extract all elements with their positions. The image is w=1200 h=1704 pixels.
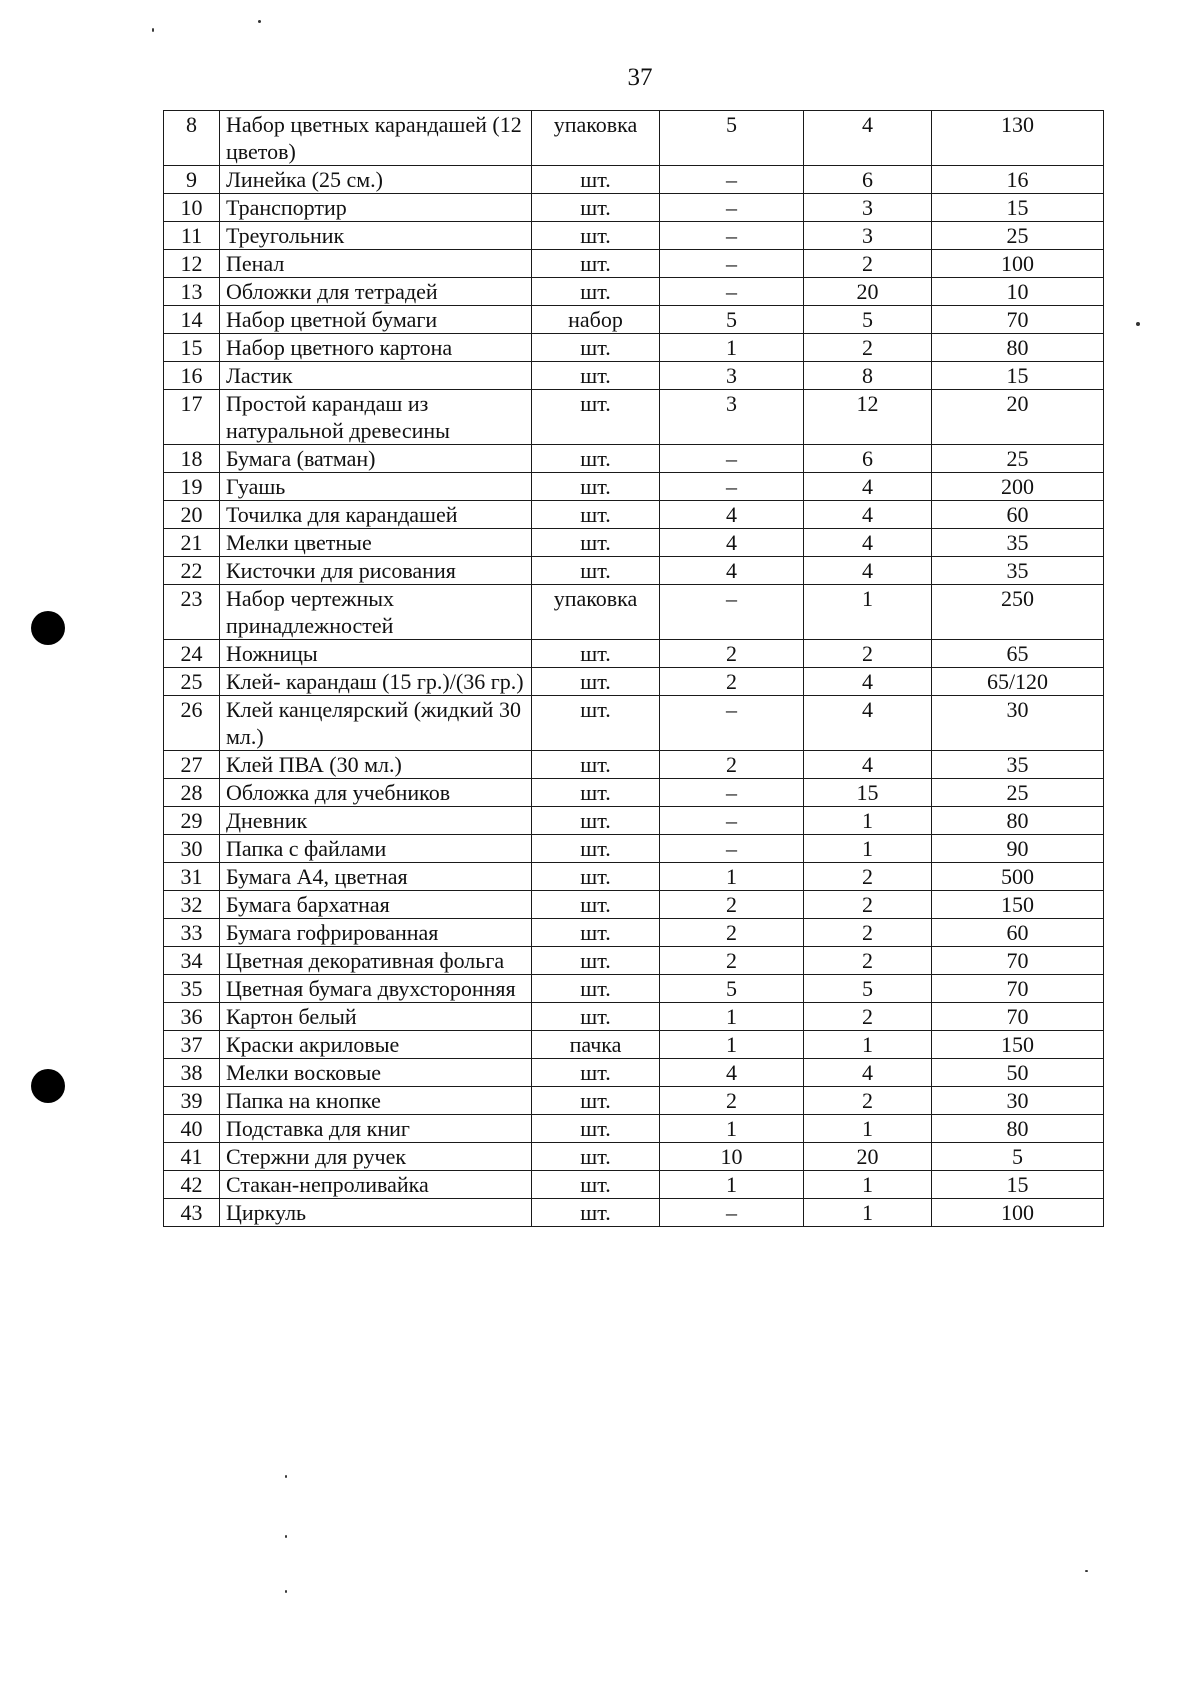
row-number-cell: 9 [164,166,220,194]
unit-cell: шт. [532,863,660,891]
row-number-cell: 12 [164,250,220,278]
table-row [164,111,1104,166]
price-cell: 15 [932,194,1104,222]
quantity-b-cell: 3 [804,194,932,222]
item-name-cell: Ножницы [220,640,532,668]
row-number-cell: 27 [164,751,220,779]
item-name-cell: Набор цветной бумаги [220,306,532,334]
price-cell: 5 [932,1143,1104,1171]
unit-cell: шт. [532,445,660,473]
price-cell: 80 [932,807,1104,835]
unit-cell: шт. [532,696,660,751]
quantity-b-cell: 8 [804,362,932,390]
quantity-a-cell: – [660,166,804,194]
quantity-b-cell: 1 [804,1031,932,1059]
row-number-cell: 32 [164,891,220,919]
quantity-b-cell: 2 [804,863,932,891]
price-cell: 25 [932,222,1104,250]
row-number-cell: 19 [164,473,220,501]
quantity-b-cell: 1 [804,835,932,863]
unit-cell: шт. [532,334,660,362]
unit-cell: шт. [532,529,660,557]
unit-cell: упаковка [532,111,660,166]
item-name-cell: Точилка для карандашей [220,501,532,529]
unit-cell: шт. [532,975,660,1003]
unit-cell: шт. [532,1115,660,1143]
price-cell: 10 [932,278,1104,306]
item-name-cell: Картон белый [220,1003,532,1031]
scan-speck [152,28,154,32]
price-cell: 70 [932,1003,1104,1031]
item-name-cell: Ластик [220,362,532,390]
table-row [164,529,1104,557]
quantity-b-cell: 1 [804,585,932,640]
row-number-cell: 34 [164,947,220,975]
quantity-b-cell: 2 [804,334,932,362]
quantity-a-cell: 3 [660,390,804,445]
quantity-b-cell: 4 [804,529,932,557]
row-number-cell: 8 [164,111,220,166]
unit-cell: шт. [532,891,660,919]
quantity-a-cell: 1 [660,1031,804,1059]
table-row [164,390,1104,445]
price-cell: 150 [932,891,1104,919]
quantity-a-cell: 4 [660,529,804,557]
price-cell: 35 [932,751,1104,779]
table-row [164,696,1104,751]
item-name-cell: Гуашь [220,473,532,501]
row-number-cell: 21 [164,529,220,557]
quantity-a-cell: 1 [660,1115,804,1143]
price-cell: 30 [932,1087,1104,1115]
quantity-a-cell: 1 [660,863,804,891]
quantity-b-cell: 4 [804,111,932,166]
quantity-a-cell: 2 [660,947,804,975]
quantity-b-cell: 4 [804,668,932,696]
row-number-cell: 38 [164,1059,220,1087]
item-name-cell: Бумага бархатная [220,891,532,919]
unit-cell: пачка [532,1031,660,1059]
quantity-b-cell: 2 [804,947,932,975]
item-name-cell: Папка на кнопке [220,1087,532,1115]
quantity-a-cell: – [660,445,804,473]
table-row [164,751,1104,779]
quantity-a-cell: 10 [660,1143,804,1171]
price-cell: 25 [932,779,1104,807]
quantity-b-cell: 5 [804,306,932,334]
price-cell: 16 [932,166,1104,194]
price-cell: 15 [932,362,1104,390]
quantity-b-cell: 4 [804,473,932,501]
quantity-a-cell: 1 [660,334,804,362]
item-name-cell: Бумага гофрированная [220,919,532,947]
table-row [164,1031,1104,1059]
unit-cell: набор [532,306,660,334]
price-cell: 60 [932,919,1104,947]
row-number-cell: 17 [164,390,220,445]
row-number-cell: 14 [164,306,220,334]
scan-speck [285,1535,287,1538]
table-row [164,501,1104,529]
quantity-a-cell: – [660,222,804,250]
unit-cell: шт. [532,751,660,779]
quantity-a-cell: 5 [660,975,804,1003]
item-name-cell: Стержни для ручек [220,1143,532,1171]
quantity-b-cell: 15 [804,779,932,807]
unit-cell: упаковка [532,585,660,640]
unit-cell: шт. [532,1059,660,1087]
quantity-b-cell: 1 [804,807,932,835]
item-name-cell: Цветная декоративная фольга [220,947,532,975]
item-name-cell: Линейка (25 см.) [220,166,532,194]
item-name-cell: Папка с файлами [220,835,532,863]
quantity-b-cell: 20 [804,278,932,306]
row-number-cell: 36 [164,1003,220,1031]
row-number-cell: 20 [164,501,220,529]
item-name-cell: Циркуль [220,1199,532,1227]
unit-cell: шт. [532,557,660,585]
unit-cell: шт. [532,779,660,807]
quantity-b-cell: 4 [804,696,932,751]
price-cell: 70 [932,947,1104,975]
price-cell: 50 [932,1059,1104,1087]
unit-cell: шт. [532,390,660,445]
price-cell: 70 [932,975,1104,1003]
item-name-cell: Краски акриловые [220,1031,532,1059]
table-row [164,863,1104,891]
item-name-cell: Треугольник [220,222,532,250]
price-cell: 100 [932,1199,1104,1227]
row-number-cell: 23 [164,585,220,640]
table-row [164,1087,1104,1115]
table-row [164,779,1104,807]
quantity-a-cell: – [660,250,804,278]
table-row [164,585,1104,640]
price-cell: 80 [932,334,1104,362]
row-number-cell: 22 [164,557,220,585]
price-cell: 60 [932,501,1104,529]
quantity-b-cell: 2 [804,1087,932,1115]
unit-cell: шт. [532,473,660,501]
quantity-a-cell: – [660,835,804,863]
unit-cell: шт. [532,919,660,947]
quantity-a-cell: – [660,779,804,807]
table-row [164,473,1104,501]
price-cell: 80 [932,1115,1104,1143]
item-name-cell: Обложки для тетрадей [220,278,532,306]
row-number-cell: 42 [164,1171,220,1199]
row-number-cell: 11 [164,222,220,250]
table-row [164,835,1104,863]
binder-hole-bottom [31,1069,65,1103]
row-number-cell: 30 [164,835,220,863]
quantity-a-cell: 4 [660,501,804,529]
item-name-cell: Клей- карандаш (15 гр.)/(36 гр.) [220,668,532,696]
price-cell: 20 [932,390,1104,445]
table-row [164,334,1104,362]
price-cell: 25 [932,445,1104,473]
row-number-cell: 33 [164,919,220,947]
row-number-cell: 10 [164,194,220,222]
price-cell: 150 [932,1031,1104,1059]
item-name-cell: Набор цветного картона [220,334,532,362]
quantity-a-cell: 1 [660,1003,804,1031]
unit-cell: шт. [532,807,660,835]
price-cell: 35 [932,557,1104,585]
row-number-cell: 41 [164,1143,220,1171]
table-row [164,975,1104,1003]
unit-cell: шт. [532,1171,660,1199]
row-number-cell: 18 [164,445,220,473]
row-number-cell: 13 [164,278,220,306]
price-cell: 500 [932,863,1104,891]
table-row [164,1059,1104,1087]
price-cell: 70 [932,306,1104,334]
unit-cell: шт. [532,250,660,278]
table-row [164,668,1104,696]
row-number-cell: 15 [164,334,220,362]
item-name-cell: Кисточки для рисования [220,557,532,585]
item-name-cell: Мелки цветные [220,529,532,557]
supplies-table [163,110,1104,1227]
table-row [164,891,1104,919]
quantity-b-cell: 3 [804,222,932,250]
unit-cell: шт. [532,222,660,250]
quantity-b-cell: 1 [804,1171,932,1199]
item-name-cell: Клей канцелярский (жидкий 30 мл.) [220,696,532,751]
unit-cell: шт. [532,362,660,390]
quantity-b-cell: 2 [804,891,932,919]
row-number-cell: 16 [164,362,220,390]
unit-cell: шт. [532,501,660,529]
quantity-a-cell: 2 [660,1087,804,1115]
unit-cell: шт. [532,1143,660,1171]
row-number-cell: 28 [164,779,220,807]
item-name-cell: Обложка для учебников [220,779,532,807]
table-row [164,306,1104,334]
table-row [164,1199,1104,1227]
quantity-a-cell: 3 [660,362,804,390]
price-cell: 65/120 [932,668,1104,696]
quantity-b-cell: 20 [804,1143,932,1171]
item-name-cell: Клей ПВА (30 мл.) [220,751,532,779]
row-number-cell: 40 [164,1115,220,1143]
item-name-cell: Транспортир [220,194,532,222]
scan-speck [1085,1570,1088,1572]
item-name-cell: Подставка для книг [220,1115,532,1143]
unit-cell: шт. [532,947,660,975]
unit-cell: шт. [532,1199,660,1227]
table-row [164,1003,1104,1031]
quantity-b-cell: 2 [804,1003,932,1031]
item-name-cell: Пенал [220,250,532,278]
item-name-cell: Мелки восковые [220,1059,532,1087]
quantity-a-cell: 2 [660,891,804,919]
price-cell: 130 [932,111,1104,166]
price-cell: 15 [932,1171,1104,1199]
quantity-a-cell: 1 [660,1171,804,1199]
price-cell: 65 [932,640,1104,668]
quantity-b-cell: 1 [804,1115,932,1143]
quantity-b-cell: 2 [804,640,932,668]
row-number-cell: 29 [164,807,220,835]
unit-cell: шт. [532,1087,660,1115]
quantity-b-cell: 6 [804,166,932,194]
row-number-cell: 26 [164,696,220,751]
table-row [164,919,1104,947]
unit-cell: шт. [532,278,660,306]
unit-cell: шт. [532,668,660,696]
price-cell: 100 [932,250,1104,278]
table-row [164,557,1104,585]
unit-cell: шт. [532,835,660,863]
quantity-b-cell: 6 [804,445,932,473]
quantity-a-cell: 5 [660,111,804,166]
quantity-b-cell: 5 [804,975,932,1003]
quantity-a-cell: 2 [660,751,804,779]
quantity-b-cell: 4 [804,1059,932,1087]
page-number: 37 [627,64,653,91]
item-name-cell: Стакан-непроливайка [220,1171,532,1199]
quantity-b-cell: 2 [804,919,932,947]
table-row [164,445,1104,473]
item-name-cell: Цветная бумага двухсторонняя [220,975,532,1003]
table-row [164,362,1104,390]
quantity-a-cell: 2 [660,640,804,668]
table-row [164,1143,1104,1171]
quantity-b-cell: 12 [804,390,932,445]
scan-speck [258,20,261,23]
quantity-b-cell: 1 [804,1199,932,1227]
quantity-a-cell: 5 [660,306,804,334]
quantity-a-cell: 2 [660,919,804,947]
unit-cell: шт. [532,166,660,194]
price-cell: 90 [932,835,1104,863]
table-row [164,947,1104,975]
row-number-cell: 31 [164,863,220,891]
item-name-cell: Бумага (ватман) [220,445,532,473]
row-number-cell: 25 [164,668,220,696]
row-number-cell: 24 [164,640,220,668]
quantity-b-cell: 2 [804,250,932,278]
table-row [164,278,1104,306]
price-cell: 200 [932,473,1104,501]
quantity-a-cell: – [660,585,804,640]
table-row [164,250,1104,278]
row-number-cell: 37 [164,1031,220,1059]
item-name-cell: Набор чертежных принадлежностей [220,585,532,640]
price-cell: 30 [932,696,1104,751]
row-number-cell: 39 [164,1087,220,1115]
quantity-a-cell: – [660,278,804,306]
price-cell: 250 [932,585,1104,640]
quantity-a-cell: 4 [660,557,804,585]
quantity-a-cell: – [660,194,804,222]
row-number-cell: 35 [164,975,220,1003]
quantity-b-cell: 4 [804,557,932,585]
quantity-b-cell: 4 [804,751,932,779]
quantity-a-cell: 2 [660,668,804,696]
quantity-a-cell: – [660,1199,804,1227]
quantity-a-cell: – [660,473,804,501]
quantity-a-cell: – [660,807,804,835]
quantity-a-cell: – [660,696,804,751]
unit-cell: шт. [532,640,660,668]
item-name-cell: Набор цветных карандашей (12 цветов) [220,111,532,166]
price-cell: 35 [932,529,1104,557]
table-body [164,111,1104,1227]
table-row [164,1171,1104,1199]
item-name-cell: Дневник [220,807,532,835]
table-row [164,194,1104,222]
table-row [164,640,1104,668]
table-row [164,166,1104,194]
table-row [164,1115,1104,1143]
binder-hole-top [31,611,65,645]
item-name-cell: Бумага А4, цветная [220,863,532,891]
scan-speck [285,1590,287,1593]
table-row [164,222,1104,250]
quantity-b-cell: 4 [804,501,932,529]
unit-cell: шт. [532,1003,660,1031]
row-number-cell: 43 [164,1199,220,1227]
unit-cell: шт. [532,194,660,222]
quantity-a-cell: 4 [660,1059,804,1087]
table-row [164,807,1104,835]
item-name-cell: Простой карандаш из натуральной древесины [220,390,532,445]
scan-speck [1136,322,1140,326]
scan-speck [285,1475,287,1478]
